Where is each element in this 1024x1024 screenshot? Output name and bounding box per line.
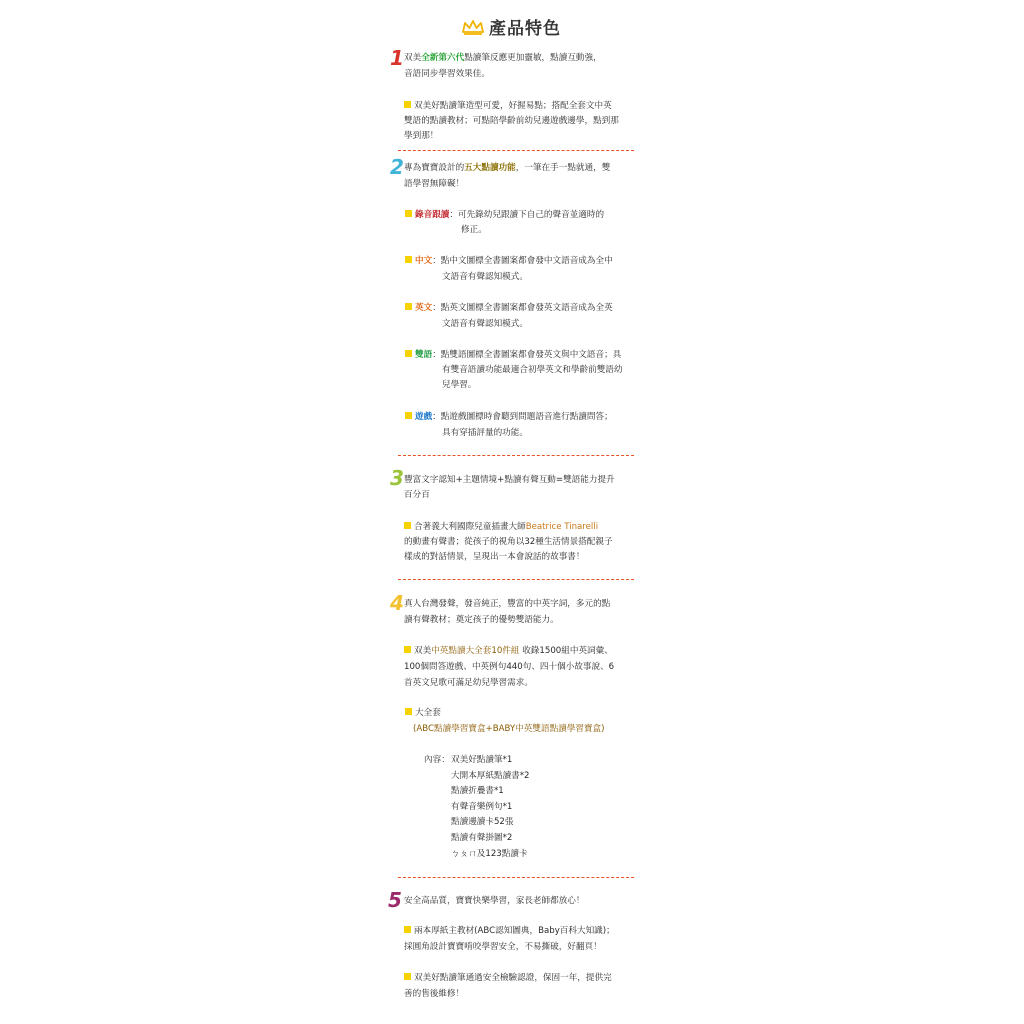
section-2-number: 2 — [390, 155, 404, 179]
bullet-square-icon — [405, 412, 412, 419]
feature-chinese-line2: 文語音有聲認知模式。 — [442, 272, 528, 282]
feature-bilingual: 雙語：點雙語圖標全書圖案都會發英文與中文語音；具 — [405, 348, 621, 364]
section-5-bullet2-line2: 善的售後維修！ — [404, 989, 465, 999]
page-title-text: 產品特色 — [489, 19, 561, 39]
feature-bilingual-line3: 兒學習。 — [442, 380, 477, 390]
bullet-square-icon — [404, 646, 411, 653]
section-5-intro: 安全高品質，寶寶快樂學習，家長老師都放心！ — [404, 896, 585, 906]
feature-english: 英文：點英文圖標全書圖案都會發英文語音成為全英 — [405, 301, 613, 317]
section-5-bullet: 兩本厚紙主教材(ABC認知圖典，Baby百科大知識)； — [404, 924, 615, 940]
feature-game-line2: 具有穿插評量的功能。 — [442, 428, 528, 438]
section-4-bullet-line3: 首英文兒歌可滿足幼兒學習需求。 — [404, 678, 533, 688]
bullet-square-icon — [405, 708, 412, 715]
section-divider — [398, 579, 634, 580]
section-4-bullet-line2: 100個問答遊戲、中英例句440句、四十個小故事說、6 — [404, 662, 615, 672]
section-1-bullet-line2: 雙語的點讀教材；可點陪學齡前幼兒邊遊戲邊學，點到那 — [404, 116, 619, 126]
bullet-square-icon — [404, 101, 411, 108]
contents-item: 大開本厚紙點讀書*2 — [451, 771, 530, 781]
section-1-bullet: 双美好點讀筆造型可愛，好握易點；搭配全套文中英 — [404, 99, 612, 115]
section-4-bullet: 双美中英點讀大全套10件組 收錄1500組中英詞彙、 — [404, 644, 613, 660]
section-3-bullet-line2: 的動畫有聲書；從孩子的視角以32種生活情景搭配親子 — [404, 537, 613, 547]
section-5-bullet-line2: 採圓角設計寶寶啃咬學習安全，不易撕破，好翻頁！ — [404, 942, 602, 952]
contents-label: 內容： — [424, 755, 450, 765]
bullet-square-icon — [404, 973, 411, 980]
set-label: 大全套 — [405, 706, 441, 722]
bullet-square-icon — [405, 350, 412, 357]
bullet-square-icon — [405, 256, 412, 263]
page-title — [386, 14, 636, 44]
section-4-intro: 真人台灣發聲，發音純正，豐富的中英字詞，多元的點 — [404, 599, 611, 609]
contents-item: 點讀有聲掛圖*2 — [451, 833, 513, 843]
section-1-number: 1 — [390, 46, 404, 70]
section-1-bullet-line3: 學到那！ — [404, 131, 439, 141]
feature-record-line2: 修正。 — [461, 225, 487, 235]
section-4-number: 4 — [390, 591, 404, 615]
contents-item: 點讀折疊書*1 — [451, 786, 504, 796]
feature-english-line2: 文語音有聲認知模式。 — [442, 319, 528, 329]
section-3-bullet: 合著義大利國際兒童插畫大師Beatrice Tinarelli — [404, 520, 598, 536]
feature-bilingual-line2: 有雙音語讀功能最適合初學英文和學齡前雙語幼 — [442, 365, 623, 375]
contents-item: 双美好點讀筆*1 — [451, 755, 513, 765]
section-divider — [398, 150, 634, 151]
section-1-intro-line2: 音語同步學習效果佳。 — [404, 69, 490, 79]
section-4-intro-line2: 讀有聲教材；奠定孩子的優勢雙語能力。 — [404, 615, 559, 625]
section-5-bullet2: 双美好點讀筆通過安全檢驗認證，保固一年，提供完 — [404, 971, 612, 987]
section-2-intro: 專為寶寶設計的五大點讀功能，一筆在手一點就通，雙 — [404, 163, 611, 173]
feature-chinese: 中文：點中文圖標全書圖案都會發中文語音成為全中 — [405, 254, 613, 270]
section-3-intro: 豐富文字認知+主題情境+點讀有聲互動=雙語能力提升 — [404, 475, 615, 485]
section-1-intro: 双美全新第六代點讀筆反應更加靈敏，點讀互動強， — [404, 53, 602, 63]
section-3-intro-line2: 百分百 — [404, 490, 430, 500]
bullet-square-icon — [404, 926, 411, 933]
feature-game: 遊戲：點遊戲圖標時會聽到問題語音進行點讀問答； — [405, 410, 613, 426]
contents-item: 有聲音樂例句*1 — [451, 802, 513, 812]
section-3-number: 3 — [390, 466, 404, 490]
contents-item: ㄅㄆㄇ及123點讀卡 — [451, 849, 528, 859]
bullet-square-icon — [405, 210, 412, 217]
contents-item: 點讀邊讀卡52張 — [451, 817, 514, 827]
bullet-square-icon — [404, 522, 411, 529]
bullet-square-icon — [405, 303, 412, 310]
section-3-bullet-line3: 樣成的對話情景，呈現出一本會說話的故事書！ — [404, 552, 585, 562]
section-divider — [398, 455, 634, 456]
section-2-intro-line2: 語學習無障礙！ — [404, 179, 465, 189]
section-5-number: 5 — [388, 888, 402, 912]
set-detail: (ABC點讀學習寶盒+BABY中英雙語點讀學習寶盒) — [413, 724, 605, 734]
feature-record: 錄音跟讀：可先錄幼兒跟讀下自己的聲音並適時的 — [405, 208, 604, 224]
section-divider — [398, 877, 634, 878]
crown-icon — [461, 19, 485, 35]
